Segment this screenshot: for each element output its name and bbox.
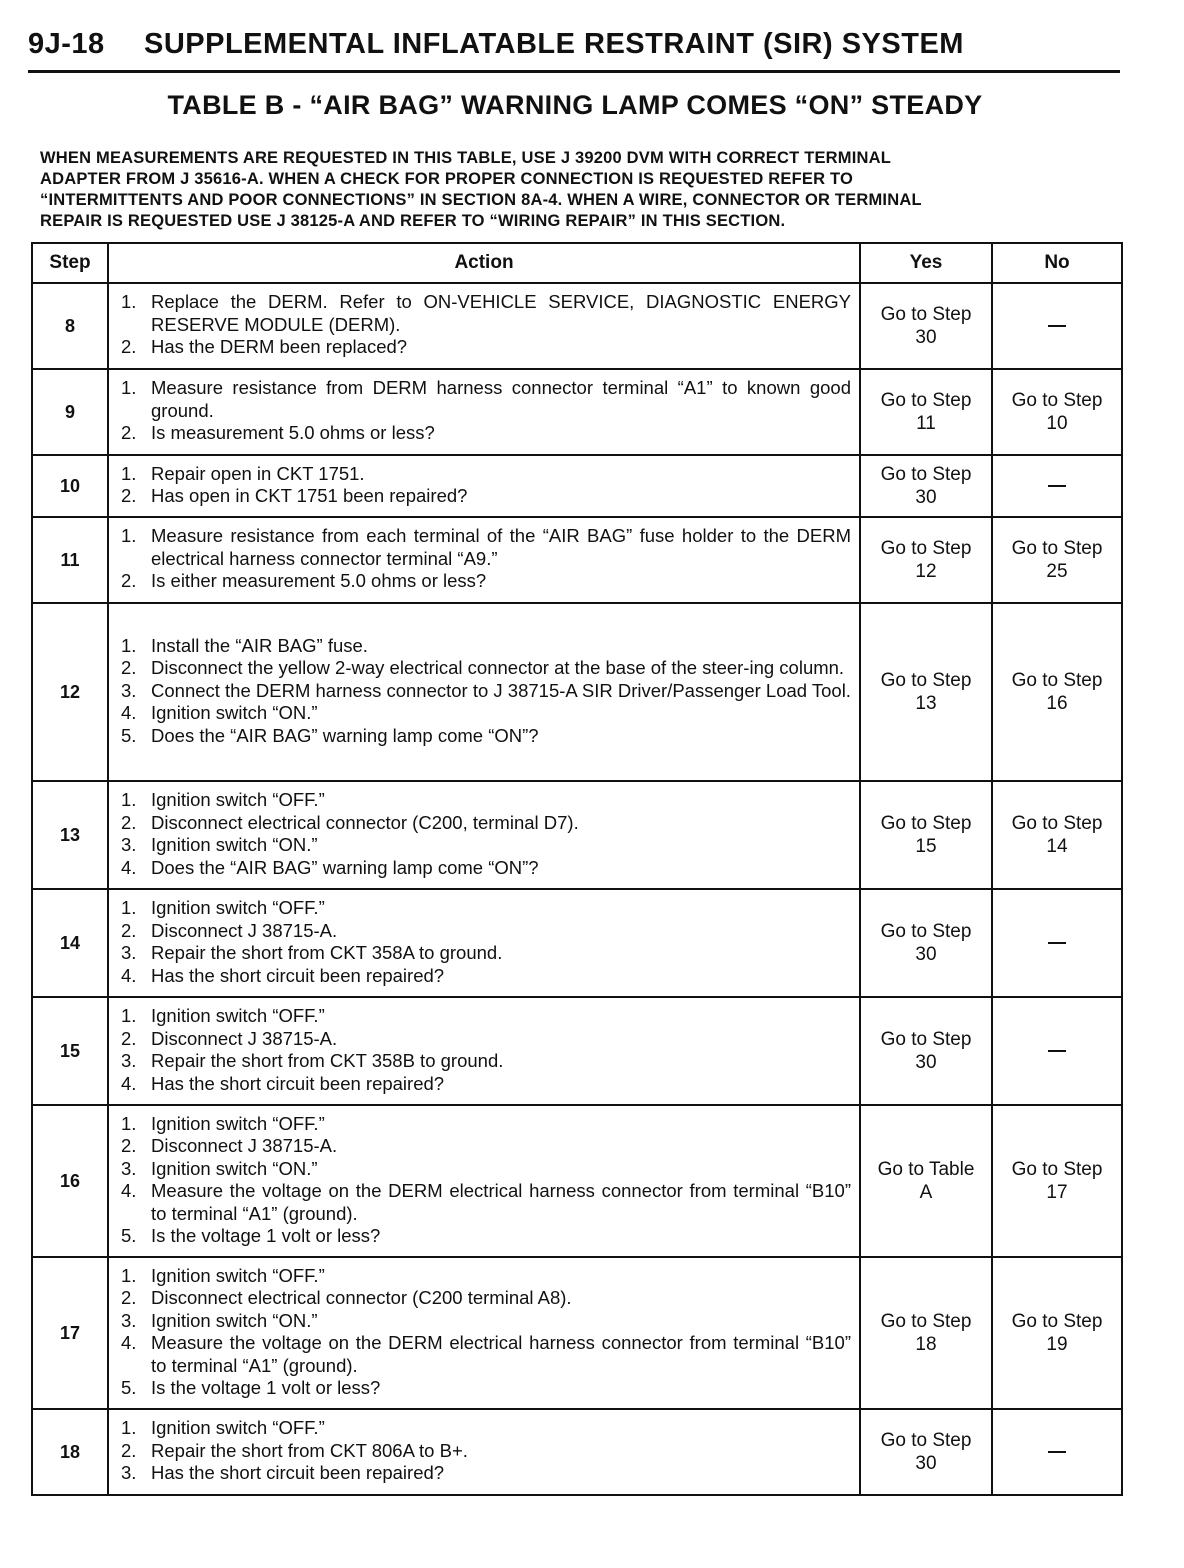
yes-result	[860, 517, 992, 603]
action-item-text: Ignition switch “OFF.”	[151, 789, 325, 810]
action-item-text: Has the short circuit been repaired?	[151, 1462, 445, 1484]
yes-result-line: Go to Step	[880, 1430, 972, 1451]
action-item	[121, 920, 851, 943]
action-cell	[108, 517, 860, 603]
no-result-line: 17	[1046, 1182, 1068, 1203]
action-item-text: Ignition switch “OFF.”	[151, 1112, 325, 1134]
action-item	[121, 1310, 851, 1333]
action-cell	[108, 889, 860, 997]
yes-result-line: Go to Step	[880, 390, 972, 411]
yes-result-line: 30	[915, 944, 937, 965]
action-list	[121, 1265, 851, 1400]
action-item	[121, 1135, 851, 1158]
table-row	[32, 997, 1122, 1105]
action-item-number: 1.	[121, 462, 137, 484]
no-result	[992, 1105, 1122, 1257]
yes-result-line: 30	[915, 1453, 937, 1474]
action-item-text: Ignition switch “ON.”	[151, 702, 318, 724]
table-header-row	[32, 243, 1122, 283]
action-list	[121, 291, 851, 359]
action-item-number: 2.	[121, 570, 137, 592]
action-item-text: Ignition switch “ON.”	[151, 1309, 318, 1331]
action-cell	[108, 997, 860, 1105]
dash-mark	[1048, 1050, 1066, 1052]
action-cell	[108, 1105, 860, 1257]
dash-mark	[1048, 1451, 1066, 1453]
no-result-line: Go to Step	[1011, 670, 1103, 691]
action-item-text: Is the voltage 1 volt or less?	[151, 1225, 381, 1246]
action-item	[121, 1287, 851, 1310]
action-item-number: 1.	[121, 291, 137, 313]
dash-mark	[1048, 942, 1066, 944]
action-item	[121, 897, 851, 920]
intro-line: REPAIR IS REQUESTED USE J 38125-A AND REFER TO “WIRING REPAIR” IN THIS SECTION.	[40, 212, 786, 230]
action-item	[121, 1005, 851, 1028]
column-header-yes: Yes	[860, 243, 992, 283]
action-item-number: 3.	[121, 679, 137, 701]
column-header-step: Step	[32, 243, 108, 283]
action-item-number: 1.	[121, 1264, 137, 1286]
action-item-number: 3.	[121, 1462, 137, 1484]
action-list	[121, 463, 851, 508]
action-item-number: 3.	[121, 1309, 137, 1331]
action-item-text: Repair the short from CKT 358B to ground.	[151, 1050, 504, 1071]
action-item-text: Repair the short from CKT 358A to ground.	[151, 942, 503, 963]
step-number: 10	[32, 455, 108, 517]
table-row	[32, 889, 1122, 997]
section-title: SUPPLEMENTAL INFLATABLE RESTRAINT (SIR) SYSTEM	[144, 28, 964, 60]
yes-result	[860, 455, 992, 517]
no-result	[992, 517, 1122, 603]
action-item-number: 2.	[121, 1027, 137, 1049]
action-item	[121, 377, 851, 422]
action-cell	[108, 603, 860, 781]
action-item	[121, 570, 851, 593]
intro-line: WHEN MEASUREMENTS ARE REQUESTED IN THIS TABLE, USE J 39200 DVM WITH CORRECT TERMINAL	[40, 149, 892, 167]
action-item-text: Connect the DERM harness connector to J 38715-A SIR Driver/Passenger Load Tool.	[151, 679, 851, 701]
table-row	[32, 455, 1122, 517]
action-list	[121, 635, 851, 748]
action-list	[121, 377, 851, 445]
action-item	[121, 965, 851, 988]
yes-result	[860, 369, 992, 455]
yes-result-line: 11	[916, 413, 936, 434]
action-item-number: 1.	[121, 377, 137, 399]
no-result	[992, 889, 1122, 997]
no-result	[992, 997, 1122, 1105]
action-item-number: 2.	[121, 919, 137, 941]
action-item-text: Is measurement 5.0 ohms or less?	[151, 422, 435, 444]
action-item-number: 1.	[121, 789, 137, 810]
no-result	[992, 455, 1122, 517]
action-list	[121, 789, 851, 879]
action-item-number: 2.	[121, 657, 137, 679]
action-cell	[108, 283, 860, 369]
action-item	[121, 1265, 851, 1288]
action-item	[121, 1225, 851, 1248]
dash-mark	[1048, 485, 1066, 487]
action-item	[121, 635, 851, 658]
action-item-number: 3.	[121, 1157, 137, 1179]
action-item-number: 4.	[121, 856, 137, 878]
table-body	[32, 283, 1122, 1495]
action-item	[121, 680, 851, 703]
step-number: 11	[32, 517, 108, 603]
action-item-number: 1.	[121, 634, 137, 656]
table-row	[32, 283, 1122, 369]
no-result-line: 25	[1046, 561, 1068, 582]
action-item	[121, 291, 851, 336]
column-header-no: No	[992, 243, 1122, 283]
action-item-number: 4.	[121, 1180, 137, 1201]
action-item	[121, 1180, 851, 1225]
action-item	[121, 485, 851, 508]
table-row	[32, 517, 1122, 603]
action-item-text: Has the short circuit been repaired?	[151, 1072, 445, 1094]
yes-result-line: Go to Step	[880, 813, 972, 834]
yes-result	[860, 997, 992, 1105]
no-result-line: Go to Step	[1011, 1159, 1103, 1180]
action-item	[121, 1113, 851, 1136]
yes-result	[860, 283, 992, 369]
action-item-text: Does the “AIR BAG” warning lamp come “ON”?	[151, 724, 539, 746]
action-list	[121, 1417, 851, 1485]
action-item-number: 4.	[121, 702, 137, 724]
action-item-text: Ignition switch “OFF.”	[151, 897, 325, 918]
action-item-number: 1.	[121, 1112, 137, 1134]
action-item-text: Is the voltage 1 volt or less?	[151, 1377, 381, 1398]
action-item-number: 2.	[121, 811, 137, 833]
no-result-line: 16	[1046, 693, 1068, 714]
step-number: 17	[32, 1257, 108, 1409]
table-row	[32, 1409, 1122, 1495]
action-item-number: 2.	[121, 1287, 137, 1308]
no-result	[992, 1257, 1122, 1409]
step-number: 9	[32, 369, 108, 455]
action-item-number: 4.	[121, 1072, 137, 1094]
action-item-number: 5.	[121, 724, 137, 746]
table-row	[32, 603, 1122, 781]
action-item-text: Ignition switch “ON.”	[151, 834, 318, 855]
no-result	[992, 781, 1122, 889]
no-result	[992, 1409, 1122, 1495]
yes-result-line: Go to Step	[880, 921, 972, 942]
action-item-text: Disconnect J 38715-A.	[151, 1027, 338, 1049]
intro-paragraph	[40, 148, 1100, 232]
action-cell	[108, 1409, 860, 1495]
action-item-text: Install the “AIR BAG” fuse.	[151, 634, 368, 656]
action-item-text: Disconnect the yellow 2-way electrical connector at the base of the steer-ing column.	[151, 657, 845, 679]
action-item-number: 1.	[121, 897, 137, 918]
action-item	[121, 702, 851, 725]
action-item-text: Measure the voltage on the DERM electrical harness connector from terminal “B10” to terminal “A1” (ground).	[151, 1332, 851, 1376]
yes-result	[860, 889, 992, 997]
action-item-number: 3.	[121, 834, 137, 855]
no-result-line: 14	[1046, 836, 1068, 857]
action-list	[121, 897, 851, 987]
action-item	[121, 422, 851, 445]
action-item	[121, 812, 851, 835]
action-item-number: 4.	[121, 964, 137, 986]
action-item-text: Ignition switch “OFF.”	[151, 1005, 325, 1026]
yes-result-line: Go to Step	[880, 1029, 972, 1050]
no-result-line: Go to Step	[1011, 538, 1103, 559]
yes-result-line: 30	[915, 327, 937, 348]
action-item-text: Disconnect electrical connector (C200 terminal A8).	[151, 1287, 572, 1308]
step-number: 8	[32, 283, 108, 369]
action-item-number: 3.	[121, 1050, 137, 1071]
action-item	[121, 1377, 851, 1400]
action-item-text: Ignition switch “OFF.”	[151, 1264, 325, 1286]
action-item-text: Has open in CKT 1751 been repaired?	[151, 485, 468, 506]
action-item-text: Ignition switch “OFF.”	[151, 1417, 325, 1439]
no-result-line: Go to Step	[1011, 813, 1103, 834]
action-item-text: Is either measurement 5.0 ohms or less?	[151, 570, 487, 592]
yes-result	[860, 603, 992, 781]
action-item	[121, 725, 851, 748]
no-result-line: Go to Step	[1011, 1311, 1103, 1332]
action-item	[121, 1158, 851, 1181]
action-cell	[108, 369, 860, 455]
yes-result	[860, 1105, 992, 1257]
action-item-number: 3.	[121, 942, 137, 963]
action-item-number: 1.	[121, 1005, 137, 1026]
action-item-number: 1.	[121, 1417, 137, 1439]
action-cell	[108, 1257, 860, 1409]
yes-result-line: 13	[915, 693, 937, 714]
action-list	[121, 525, 851, 593]
action-cell	[108, 781, 860, 889]
step-number: 16	[32, 1105, 108, 1257]
table-row	[32, 369, 1122, 455]
intro-line: “INTERMITTENTS AND POOR CONNECTIONS” IN SECTION 8A-4. WHEN A WIRE, CONNECTOR OR TERMINAL	[40, 191, 922, 209]
action-item-text: Repair the short from CKT 806A to B+.	[151, 1439, 468, 1461]
action-item-text: Measure resistance from DERM harness connector terminal “A1” to known good ground.	[151, 377, 851, 421]
table-row	[32, 1105, 1122, 1257]
intro-line: ADAPTER FROM J 35616-A. WHEN A CHECK FOR PROPER CONNECTION IS REQUESTED REFER TO	[40, 170, 853, 188]
yes-result	[860, 781, 992, 889]
no-result-line: Go to Step	[1011, 390, 1103, 411]
yes-result	[860, 1257, 992, 1409]
action-item-text: Does the “AIR BAG” warning lamp come “ON”?	[151, 856, 539, 878]
yes-result	[860, 1409, 992, 1495]
yes-result-line: 18	[915, 1334, 937, 1355]
action-item-text: Disconnect J 38715-A.	[151, 919, 338, 941]
action-item-number: 2.	[121, 422, 137, 444]
yes-result-line: A	[919, 1182, 933, 1203]
no-result	[992, 369, 1122, 455]
yes-result-line: Go to Step	[880, 1311, 972, 1332]
action-item	[121, 525, 851, 570]
action-item-number: 2.	[121, 1135, 137, 1156]
action-item-text: Ignition switch “ON.”	[151, 1157, 318, 1179]
action-item	[121, 657, 851, 680]
action-item	[121, 1073, 851, 1096]
action-list	[121, 1005, 851, 1095]
dash-mark	[1048, 325, 1066, 327]
yes-result-line: Go to Table	[877, 1159, 975, 1180]
action-item	[121, 1440, 851, 1463]
yes-result-line: 30	[915, 487, 937, 508]
action-item-number: 2.	[121, 1439, 137, 1461]
action-item	[121, 1332, 851, 1377]
action-item	[121, 834, 851, 857]
action-item	[121, 1050, 851, 1073]
action-cell	[108, 455, 860, 517]
step-number: 15	[32, 997, 108, 1105]
action-item	[121, 463, 851, 486]
yes-result-line: Go to Step	[880, 538, 972, 559]
no-result	[992, 603, 1122, 781]
action-item-text: Disconnect electrical connector (C200, terminal D7).	[151, 811, 579, 833]
action-item-text: Measure resistance from each terminal of the “AIR BAG” fuse holder to the DERM electrical harness connector terminal “A9.”	[151, 525, 851, 569]
action-item	[121, 1417, 851, 1440]
page-header	[28, 26, 1120, 73]
action-item-number: 2.	[121, 485, 137, 506]
step-number: 12	[32, 603, 108, 781]
table-title: TABLE B - “AIR BAG” WARNING LAMP COMES “ON” STEADY	[167, 90, 983, 120]
yes-result-line: 12	[915, 561, 937, 582]
page-number: 9J-18	[28, 28, 105, 60]
action-item	[121, 1462, 851, 1485]
action-list	[121, 1113, 851, 1248]
action-item	[121, 1028, 851, 1051]
action-item-number: 5.	[121, 1377, 137, 1398]
action-item-number: 4.	[121, 1332, 137, 1353]
no-result	[992, 283, 1122, 369]
action-item-text: Repair open in CKT 1751.	[151, 462, 365, 484]
action-item-text: Has the short circuit been repaired?	[151, 964, 445, 986]
action-item	[121, 857, 851, 880]
action-item-number: 5.	[121, 1225, 137, 1246]
action-item-text: Disconnect J 38715-A.	[151, 1135, 338, 1156]
action-item-number: 1.	[121, 525, 137, 547]
column-header-action: Action	[108, 243, 860, 283]
diagnostic-table	[31, 242, 1123, 1496]
yes-result-line: Go to Step	[880, 464, 972, 485]
action-item	[121, 336, 851, 359]
yes-result-line: Go to Step	[880, 304, 972, 325]
no-result-line: 10	[1046, 413, 1068, 434]
no-result-line: 19	[1046, 1334, 1068, 1355]
table-row	[32, 1257, 1122, 1409]
table-row	[32, 781, 1122, 889]
action-item	[121, 789, 851, 812]
action-item-text: Has the DERM been replaced?	[151, 336, 408, 358]
action-item-text: Measure the voltage on the DERM electrical harness connector from terminal “B10” to terminal “A1” (ground).	[151, 1180, 851, 1224]
action-item	[121, 942, 851, 965]
step-number: 14	[32, 889, 108, 997]
yes-result-line: 30	[915, 1052, 937, 1073]
yes-result-line: Go to Step	[880, 670, 972, 691]
yes-result-line: 15	[915, 836, 937, 857]
step-number: 13	[32, 781, 108, 889]
action-item-text: Replace the DERM. Refer to ON-VEHICLE SERVICE, DIAGNOSTIC ENERGY RESERVE MODULE (DERM).	[151, 291, 851, 335]
action-item-number: 2.	[121, 336, 137, 358]
step-number: 18	[32, 1409, 108, 1495]
